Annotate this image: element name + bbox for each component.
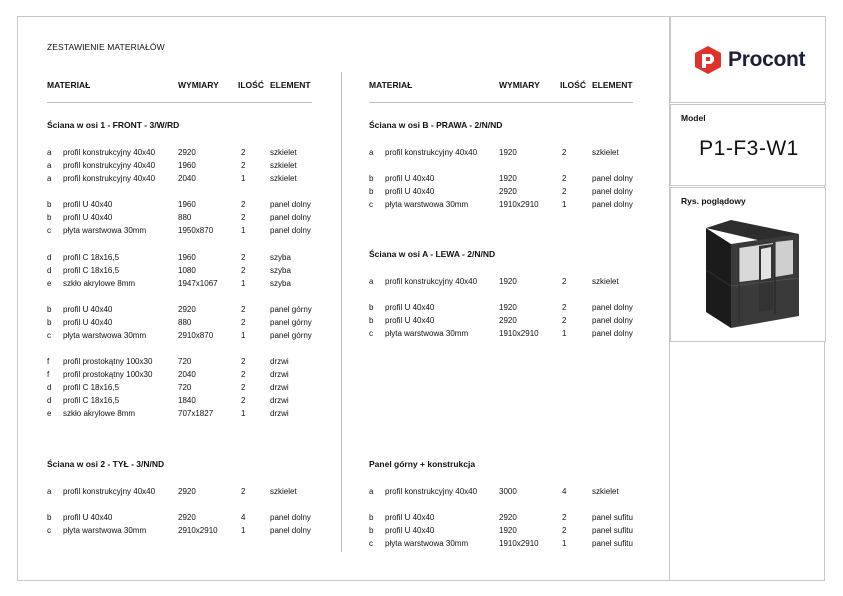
cell-code: c: [369, 329, 373, 338]
column-separator: [341, 72, 342, 552]
cell-element: szkielet: [270, 487, 297, 496]
cell-code: d: [47, 266, 52, 275]
cell-dimensions: 1950x870: [178, 226, 214, 235]
header-dimensions-left: WYMIARY: [178, 80, 219, 90]
cell-material: profil U 40x40: [385, 187, 435, 196]
cell-material: profil U 40x40: [63, 318, 113, 327]
cell-element: panel dolny: [592, 174, 633, 183]
cell-dimensions: 1920: [499, 174, 517, 183]
section-title-back: Ściana w osi 2 - TYŁ - 3/N/ND: [47, 459, 165, 469]
cell-dimensions: 2910x2910: [178, 526, 218, 535]
cell-material: płyta warstwowa 30mm: [385, 539, 469, 548]
cell-element: panel sufitu: [592, 513, 633, 522]
cell-quantity: 2: [562, 187, 567, 196]
cell-dimensions: 1960: [178, 200, 196, 209]
cell-dimensions: 880: [178, 318, 192, 327]
header-quantity-left: ILOŚĆ: [238, 80, 264, 90]
cell-element: drzwi: [270, 396, 289, 405]
cell-material: profil C 18x16,5: [63, 396, 120, 405]
header-dimensions-right: WYMIARY: [499, 80, 540, 90]
cell-quantity: 1: [241, 279, 246, 288]
cell-element: panel dolny: [270, 526, 311, 535]
cell-element: drzwi: [270, 370, 289, 379]
cell-quantity: 2: [241, 253, 246, 262]
cell-material: profil C 18x16,5: [63, 266, 120, 275]
cell-code: b: [369, 174, 374, 183]
cell-material: profil konstrukcyjny 40x40: [63, 148, 156, 157]
cell-material: profil C 18x16,5: [63, 383, 120, 392]
cell-dimensions: 1910x2910: [499, 539, 539, 548]
cell-quantity: 2: [562, 148, 567, 157]
cell-material: profil konstrukcyjny 40x40: [63, 161, 156, 170]
cell-element: szkielet: [270, 161, 297, 170]
preview-box: [670, 187, 826, 342]
cell-dimensions: 2920: [178, 513, 196, 522]
cell-material: profil U 40x40: [385, 316, 435, 325]
section-title-right: Ściana w osi B - PRAWA - 2/N/ND: [369, 120, 503, 130]
cell-element: panel dolny: [592, 329, 633, 338]
cell-code: b: [47, 305, 52, 314]
cell-material: szkło akrylowe 8mm: [63, 409, 136, 418]
cell-code: f: [47, 357, 50, 366]
cell-element: szyba: [270, 279, 291, 288]
cell-material: profil U 40x40: [63, 305, 113, 314]
cell-dimensions: 2920: [178, 305, 196, 314]
cell-quantity: 2: [562, 526, 567, 535]
header-underline-left: [47, 102, 312, 103]
cell-element: szkielet: [592, 148, 619, 157]
cell-quantity: 2: [562, 303, 567, 312]
preview-label: Rys. poglądowy: [681, 196, 746, 206]
cell-dimensions: 1960: [178, 253, 196, 262]
cell-dimensions: 720: [178, 357, 192, 366]
cell-dimensions: 2920: [499, 316, 517, 325]
cell-dimensions: 1947x1067: [178, 279, 218, 288]
cell-material: profil U 40x40: [63, 213, 113, 222]
cell-dimensions: 2040: [178, 174, 196, 183]
cell-code: c: [369, 539, 373, 548]
cell-element: panel dolny: [592, 316, 633, 325]
cell-element: panel sufitu: [592, 526, 633, 535]
cell-code: e: [47, 409, 52, 418]
cell-code: d: [47, 253, 52, 262]
cell-code: a: [47, 148, 52, 157]
cell-dimensions: 1920: [499, 526, 517, 535]
section-title-roof: Panel górny + konstrukcja: [369, 459, 476, 469]
cell-element: szkielet: [592, 487, 619, 496]
cell-element: szyba: [270, 253, 291, 262]
cell-material: płyta warstwowa 30mm: [385, 200, 469, 209]
cell-code: b: [47, 318, 52, 327]
cell-element: panel górny: [270, 305, 312, 314]
cell-dimensions: 3000: [499, 487, 517, 496]
cell-dimensions: 1960: [178, 161, 196, 170]
cell-element: panel dolny: [270, 213, 311, 222]
cell-dimensions: 1910x2910: [499, 329, 539, 338]
cell-dimensions: 1080: [178, 266, 196, 275]
cell-material: profil prostokątny 100x30: [63, 370, 153, 379]
cell-element: panel dolny: [270, 200, 311, 209]
cell-code: c: [47, 526, 51, 535]
cell-quantity: 4: [562, 487, 567, 496]
brand-name: Procont: [728, 48, 806, 71]
cell-code: a: [369, 277, 374, 286]
cell-element: panel dolny: [592, 187, 633, 196]
cell-code: a: [369, 487, 374, 496]
cell-quantity: 2: [241, 318, 246, 327]
cell-quantity: 2: [562, 277, 567, 286]
cell-dimensions: 2920: [499, 187, 517, 196]
cell-quantity: 2: [241, 200, 246, 209]
cell-dimensions: 1910x2910: [499, 200, 539, 209]
cell-material: profil C 18x16,5: [63, 253, 120, 262]
cell-code: b: [369, 303, 374, 312]
cell-code: b: [47, 213, 52, 222]
cell-material: szkło akrylowe 8mm: [63, 279, 136, 288]
cell-quantity: 2: [562, 513, 567, 522]
cell-element: drzwi: [270, 383, 289, 392]
cell-quantity: 1: [241, 174, 246, 183]
cell-quantity: 2: [241, 487, 246, 496]
cell-quantity: 1: [241, 226, 246, 235]
cell-code: b: [47, 200, 52, 209]
cell-code: b: [369, 526, 374, 535]
cell-code: d: [47, 383, 52, 392]
cell-dimensions: 1920: [499, 303, 517, 312]
cell-quantity: 2: [241, 266, 246, 275]
cell-dimensions: 1840: [178, 396, 196, 405]
model-value: P1-F3-W1: [699, 137, 799, 160]
cell-element: panel dolny: [270, 226, 311, 235]
cell-element: szkielet: [592, 277, 619, 286]
cell-code: a: [47, 174, 52, 183]
cell-element: szkielet: [270, 148, 297, 157]
cell-code: b: [369, 316, 374, 325]
cell-dimensions: 2920: [178, 487, 196, 496]
cell-dimensions: 1920: [499, 148, 517, 157]
cell-quantity: 2: [241, 357, 246, 366]
cell-code: a: [47, 487, 52, 496]
cell-element: panel górny: [270, 318, 312, 327]
cell-dimensions: 2920: [178, 148, 196, 157]
cell-code: b: [369, 513, 374, 522]
cell-code: a: [47, 161, 52, 170]
cell-material: płyta warstwowa 30mm: [63, 526, 147, 535]
cell-quantity: 2: [562, 316, 567, 325]
cell-material: profil U 40x40: [385, 513, 435, 522]
cell-material: płyta warstwowa 30mm: [63, 331, 147, 340]
cell-element: panel dolny: [270, 513, 311, 522]
cell-code: e: [47, 279, 52, 288]
header-underline-right: [369, 102, 633, 103]
cell-code: a: [369, 148, 374, 157]
cell-element: szyba: [270, 266, 291, 275]
cell-material: profil konstrukcyjny 40x40: [63, 487, 156, 496]
cell-quantity: 2: [241, 396, 246, 405]
section-title-left: Ściana w osi A - LEWA - 2/N/ND: [369, 249, 496, 259]
cell-quantity: 2: [241, 213, 246, 222]
cell-quantity: 1: [562, 539, 567, 548]
cell-quantity: 1: [241, 526, 246, 535]
cell-quantity: 2: [241, 383, 246, 392]
cell-element: szkielet: [270, 174, 297, 183]
cell-quantity: 2: [241, 161, 246, 170]
cabin-preview-image: [703, 220, 801, 330]
cell-code: c: [47, 331, 51, 340]
cell-quantity: 2: [562, 174, 567, 183]
cell-material: profil konstrukcyjny 40x40: [385, 148, 478, 157]
cell-material: profil U 40x40: [63, 200, 113, 209]
header-material-left: MATERIAŁ: [47, 80, 91, 90]
cell-quantity: 2: [241, 370, 246, 379]
cell-element: drzwi: [270, 357, 289, 366]
cell-material: profil konstrukcyjny 40x40: [63, 174, 156, 183]
header-element-left: ELEMENT: [270, 80, 311, 90]
header-quantity-right: ILOŚĆ: [560, 80, 586, 90]
cell-material: profil konstrukcyjny 40x40: [385, 277, 478, 286]
cell-code: b: [47, 513, 52, 522]
cell-dimensions: 707x1827: [178, 409, 214, 418]
cell-element: panel sufitu: [592, 539, 633, 548]
cell-material: płyta warstwowa 30mm: [385, 329, 469, 338]
cell-dimensions: 2040: [178, 370, 196, 379]
cell-quantity: 2: [241, 148, 246, 157]
cell-dimensions: 2910x870: [178, 331, 214, 340]
cell-element: drzwi: [270, 409, 289, 418]
cell-material: płyta warstwowa 30mm: [63, 226, 147, 235]
cell-code: c: [369, 200, 373, 209]
model-label: Model: [681, 113, 706, 123]
cell-material: profil U 40x40: [385, 526, 435, 535]
cell-quantity: 1: [562, 200, 567, 209]
logo-box: [670, 16, 826, 103]
cell-dimensions: 880: [178, 213, 192, 222]
cell-element: panel górny: [270, 331, 312, 340]
cell-material: profil prostokątny 100x30: [63, 357, 153, 366]
header-element-right: ELEMENT: [592, 80, 633, 90]
cell-code: d: [47, 396, 52, 405]
cell-code: c: [47, 226, 51, 235]
header-material-right: MATERIAŁ: [369, 80, 413, 90]
cell-quantity: 4: [241, 513, 246, 522]
cell-dimensions: 720: [178, 383, 192, 392]
cell-material: profil U 40x40: [63, 513, 113, 522]
cell-dimensions: 2920: [499, 513, 517, 522]
cell-element: panel dolny: [592, 303, 633, 312]
cell-quantity: 1: [241, 331, 246, 340]
procont-logo-icon: [695, 46, 721, 74]
cell-material: profil konstrukcyjny 40x40: [385, 487, 478, 496]
cell-quantity: 1: [562, 329, 567, 338]
document-title: ZESTAWIENIE MATERIAŁÓW: [47, 42, 165, 52]
cell-dimensions: 1920: [499, 277, 517, 286]
cell-element: panel dolny: [592, 200, 633, 209]
model-box: [670, 104, 826, 186]
cell-code: b: [369, 187, 374, 196]
cell-material: profil U 40x40: [385, 174, 435, 183]
section-title-front: Ściana w osi 1 - FRONT - 3/W/RD: [47, 120, 180, 130]
cell-code: f: [47, 370, 50, 379]
cell-quantity: 2: [241, 305, 246, 314]
cell-quantity: 1: [241, 409, 246, 418]
cell-material: profil U 40x40: [385, 303, 435, 312]
